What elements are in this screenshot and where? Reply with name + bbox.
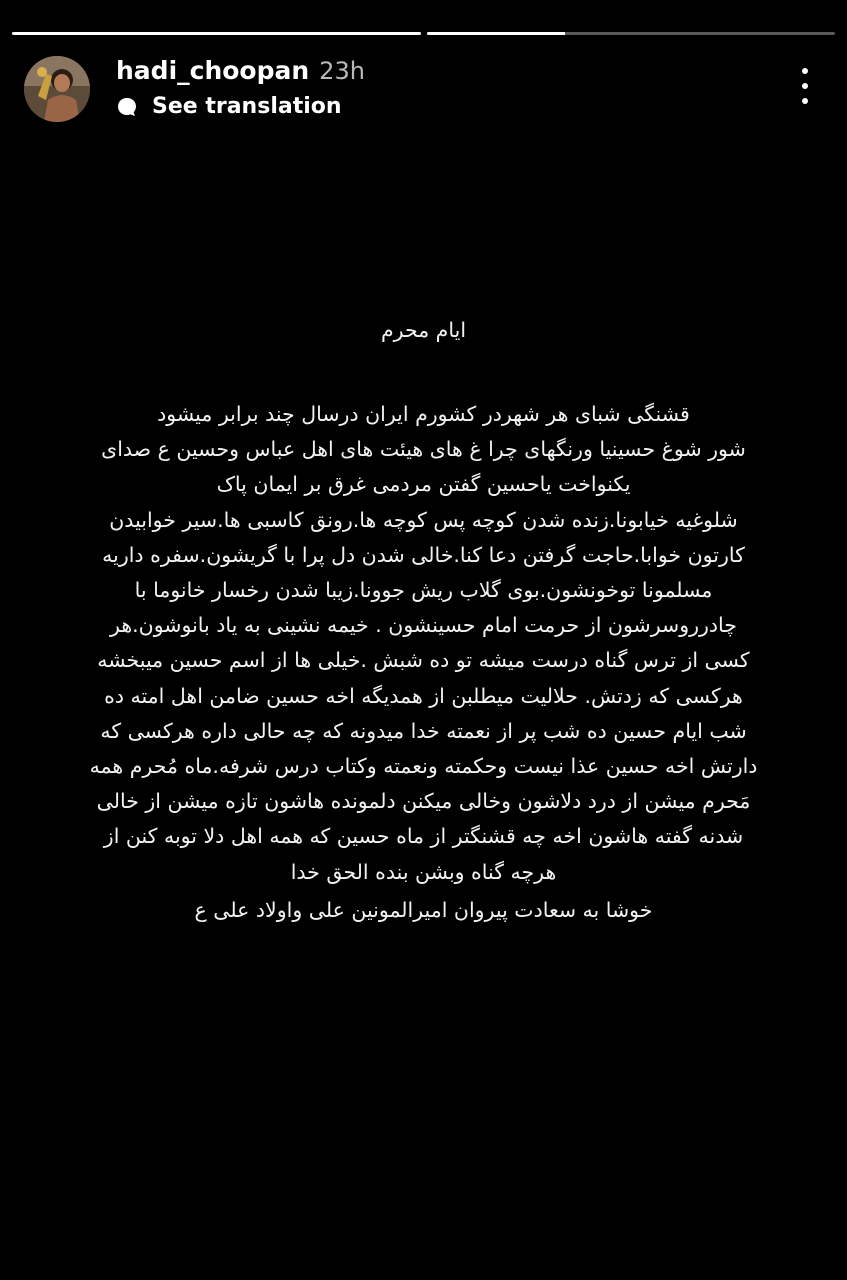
post-time: 23h [319, 57, 365, 85]
see-translation-label: See translation [152, 94, 342, 119]
story-title: ایام محرم [380, 318, 467, 342]
story-line: شب ایام حسین ده شب پر از نعمته خدا میدونه که چه حالی داره هرکسی که [100, 718, 747, 743]
dot [802, 83, 808, 89]
story-line: کسی از ترس گناه درست میشه تو ده شبش .خیلی ها از اسم حسین میبخشه [97, 648, 750, 673]
speech-bubble-icon [116, 96, 138, 118]
story-line: هرچه گناه وبشن بنده الحق خدا [290, 859, 557, 884]
progress-segment-1 [12, 32, 421, 35]
dot [802, 98, 808, 104]
story-progress-bar [12, 32, 835, 35]
avatar[interactable] [24, 56, 90, 122]
progress-fill-2 [427, 32, 566, 35]
story-line: شلوغیه خیابونا.زنده شدن کوچه پس کوچه ها.رونق کاسبی ها.سیر خوابیدن [109, 507, 738, 532]
story-line: مسلمونا توخونشون.بوی گلاب ریش جوونا.زیبا شدن رخسار خانوما با [134, 578, 713, 602]
story-line: شدنه گفته هاشون اخه چه قشنگتر از ماه حسین که همه اهل دلا توبه کنن از [103, 824, 744, 849]
story-line: چادرروسرشون از حرمت امام حسینشون . خیمه نشینی به یاد بانوشون.هر [110, 613, 737, 638]
story-header [24, 54, 823, 122]
vertical-dots-icon [802, 68, 808, 74]
see-translation-button[interactable] [116, 94, 342, 119]
profile-avatar-icon [24, 56, 90, 122]
progress-fill-1 [12, 32, 421, 35]
story-line: هرکسی که زدتش. حلالیت میطلبن از همدیگه اخه حسین ضامن اهل امته ده [104, 683, 743, 708]
story-line: دارتش اخه حسین عذا نیست وحکمته ونعمته وکتاب درس شرفه.ماه مُحرم همه [89, 754, 758, 778]
story-line: یکنواخت یاحسین گفتن مردمی غرق بر ایمان پاک [216, 472, 631, 497]
story-line: قشنگی شبای هر شهردر کشورم ایران درسال چند برابر میشود [157, 402, 690, 426]
story-line: شور شوغ حسینیا ورنگهای چرا غ های هیئت های اهل عباس وحسین ع صدای [101, 437, 746, 462]
username[interactable]: hadi_choopan [116, 56, 310, 85]
progress-segment-2 [427, 32, 836, 35]
more-options-button[interactable] [793, 68, 817, 104]
story-line: کارتون خوابا.حاجت گرفتن دعا کنا.خالی شدن دل پرا با گریشون.سفره داریه [102, 542, 745, 567]
story-line: مَحرم میشن از درد دلاشون وخالی میکنن دلمونده هاشون تازه میشن از خالی [96, 789, 751, 814]
story-closing-line: خوشا به سعادت پیروان امیرالمونین علی واولاد علی ع [194, 898, 653, 922]
